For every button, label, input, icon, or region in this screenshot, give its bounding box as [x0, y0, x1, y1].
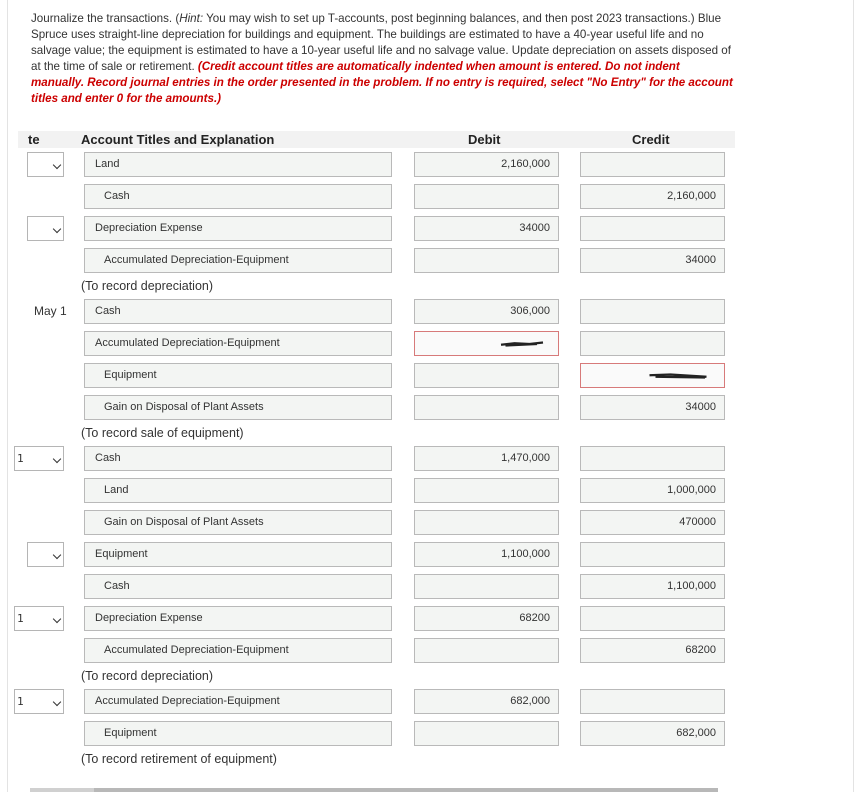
- account-field[interactable]: Gain on Disposal of Plant Assets: [84, 395, 392, 420]
- account-field[interactable]: Accumulated Depreciation-Equipment: [84, 331, 392, 356]
- account-field[interactable]: Gain on Disposal of Plant Assets: [84, 510, 392, 535]
- entry-memo: (To record retirement of equipment): [81, 752, 277, 766]
- account-field[interactable]: Cash: [84, 184, 392, 209]
- credit-field[interactable]: 470000: [580, 510, 725, 535]
- credit-field[interactable]: [580, 446, 725, 471]
- debit-field[interactable]: [414, 395, 559, 420]
- entry-memo: (To record depreciation): [81, 669, 214, 683]
- account-field[interactable]: Cash: [84, 446, 392, 471]
- horizontal-scrollbar[interactable]: [30, 788, 718, 792]
- account-field[interactable]: Depreciation Expense: [84, 606, 392, 631]
- credit-field[interactable]: [580, 606, 725, 631]
- credit-field[interactable]: 34000: [580, 248, 725, 273]
- journal-row: [0, 606, 861, 631]
- instructions-body: Blue Spruce uses straight-line depreciation for buildings and equipment. The buildings are estimated to have a 40-year useful life and no salvage value; the equipment is estimated to have a 10-year useful life and no salvage value. Update depreciation on assets disposed of at the time of sale or retirement.: [31, 12, 731, 73]
- date-select[interactable]: [14, 606, 64, 631]
- journal-row: [0, 363, 861, 388]
- debit-field[interactable]: [414, 248, 559, 273]
- date-value: May 1: [34, 304, 67, 318]
- account-field[interactable]: Land: [84, 152, 392, 177]
- entry-memo: (To record sale of equipment): [81, 426, 244, 440]
- date-value: 1: [17, 612, 24, 625]
- header-credit: Credit: [632, 132, 670, 147]
- chevron-down-icon: [53, 551, 61, 559]
- entry-memo: (To record depreciation): [81, 279, 214, 293]
- account-field[interactable]: Accumulated Depreciation-Equipment: [84, 248, 392, 273]
- debit-field[interactable]: 682,000: [414, 689, 559, 714]
- scribble-mark: [638, 373, 718, 379]
- journal-row: [0, 542, 861, 567]
- credit-field[interactable]: [580, 542, 725, 567]
- chevron-down-icon: [53, 615, 61, 623]
- journal-row: [0, 216, 861, 241]
- credit-field[interactable]: 34000: [580, 395, 725, 420]
- journal-row: [0, 248, 861, 273]
- header-date: te: [28, 132, 40, 147]
- debit-field-error[interactable]: [414, 331, 559, 356]
- header-debit: Debit: [468, 132, 501, 147]
- account-field[interactable]: Depreciation Expense: [84, 216, 392, 241]
- date-value: 1: [17, 452, 24, 465]
- journal-row: [0, 574, 861, 599]
- header-account: Account Titles and Explanation: [81, 132, 275, 147]
- instructions-intro: Journalize the transactions. (: [31, 12, 180, 25]
- journal-row: [0, 446, 861, 471]
- instructions: [31, 11, 736, 107]
- hint-text: You may wish to set up T-accounts, post beginning balances, and then post 2023 transactions.): [203, 12, 695, 25]
- account-field[interactable]: Land: [84, 478, 392, 503]
- debit-field[interactable]: 68200: [414, 606, 559, 631]
- scribble-mark: [492, 341, 552, 347]
- debit-field[interactable]: [414, 478, 559, 503]
- journal-row: [0, 331, 861, 356]
- debit-field[interactable]: 1,470,000: [414, 446, 559, 471]
- journal-row: [0, 184, 861, 209]
- credit-field[interactable]: [580, 299, 725, 324]
- debit-field[interactable]: [414, 184, 559, 209]
- journal-row: [0, 395, 861, 420]
- debit-field[interactable]: [414, 574, 559, 599]
- debit-field[interactable]: [414, 638, 559, 663]
- credit-field[interactable]: 68200: [580, 638, 725, 663]
- chevron-down-icon: [53, 161, 61, 169]
- hint-label: Hint:: [179, 12, 204, 25]
- debit-field[interactable]: 34000: [414, 216, 559, 241]
- instructions-warning: (Credit account titles are automatically indented when amount is entered. Do not indent manually. Record journal entries in the order presented in the problem. If no entry is required, select "No Entry" for the account titles and enter 0 for the amounts.): [31, 60, 733, 105]
- credit-field[interactable]: 2,160,000: [580, 184, 725, 209]
- date-select[interactable]: [14, 689, 64, 714]
- credit-field[interactable]: [580, 216, 725, 241]
- journal-row: [0, 689, 861, 714]
- chevron-down-icon: [53, 698, 61, 706]
- account-field[interactable]: Accumulated Depreciation-Equipment: [84, 689, 392, 714]
- scrollbar-thumb[interactable]: [94, 788, 718, 792]
- debit-field[interactable]: [414, 363, 559, 388]
- account-field[interactable]: Equipment: [84, 721, 392, 746]
- account-field[interactable]: Cash: [84, 299, 392, 324]
- credit-field[interactable]: 682,000: [580, 721, 725, 746]
- date-select[interactable]: [27, 542, 64, 567]
- date-select[interactable]: [14, 446, 64, 471]
- credit-field-error[interactable]: [580, 363, 725, 388]
- debit-field[interactable]: 1,100,000: [414, 542, 559, 567]
- journal-row: [0, 721, 861, 746]
- account-field[interactable]: Equipment: [84, 363, 392, 388]
- date-select[interactable]: [27, 216, 64, 241]
- journal-row: [0, 152, 861, 177]
- account-field[interactable]: Equipment: [84, 542, 392, 567]
- credit-field[interactable]: 1,100,000: [580, 574, 725, 599]
- debit-field[interactable]: [414, 721, 559, 746]
- debit-field[interactable]: 306,000: [414, 299, 559, 324]
- chevron-down-icon: [53, 225, 61, 233]
- credit-field[interactable]: [580, 152, 725, 177]
- journal-row: [0, 299, 861, 324]
- credit-field[interactable]: [580, 331, 725, 356]
- journal-row: [0, 638, 861, 663]
- date-select[interactable]: [27, 152, 64, 177]
- journal-row: [0, 510, 861, 535]
- credit-field[interactable]: 1,000,000: [580, 478, 725, 503]
- account-field[interactable]: Cash: [84, 574, 392, 599]
- date-value: 1: [17, 695, 24, 708]
- journal-row: [0, 478, 861, 503]
- chevron-down-icon: [53, 455, 61, 463]
- debit-field[interactable]: [414, 510, 559, 535]
- credit-field[interactable]: [580, 689, 725, 714]
- debit-field[interactable]: 2,160,000: [414, 152, 559, 177]
- account-field[interactable]: Accumulated Depreciation-Equipment: [84, 638, 392, 663]
